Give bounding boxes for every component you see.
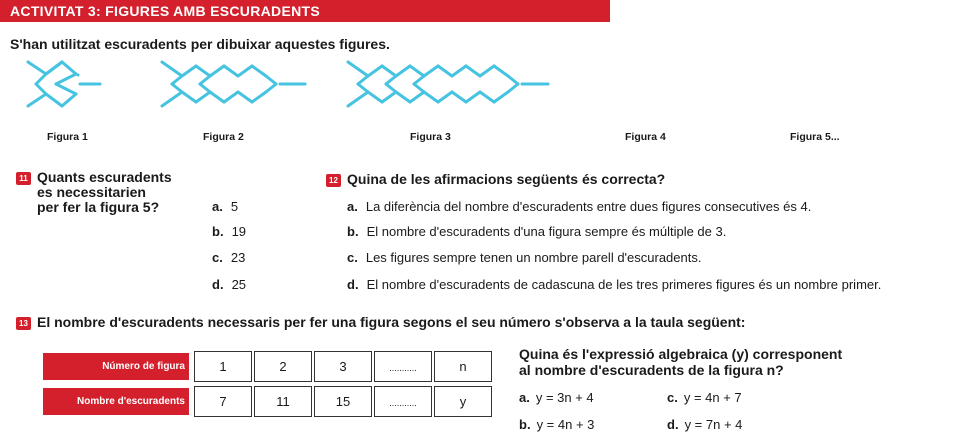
table-cell: y bbox=[434, 386, 492, 417]
option-letter: a. bbox=[347, 199, 358, 214]
question-12-option-b[interactable] bbox=[347, 224, 726, 239]
option-text: El nombre d'escuradents de cadascuna de les tres primeres figures és un nombre primer. bbox=[366, 277, 882, 292]
question-11-title bbox=[16, 170, 172, 215]
activity-banner: ACTIVITAT 3: FIGURES AMB ESCURADENTS bbox=[0, 0, 610, 22]
option-letter: d. bbox=[667, 417, 679, 432]
option-letter: b. bbox=[519, 417, 531, 432]
question-12-option-d[interactable] bbox=[347, 277, 881, 292]
option-letter: d. bbox=[347, 277, 359, 292]
question-11-option-d[interactable] bbox=[212, 277, 246, 292]
question-12-number: 12 bbox=[326, 174, 341, 187]
question-13-option-b[interactable] bbox=[519, 417, 594, 432]
table-row-label-figure-number: Número de figura bbox=[43, 353, 189, 380]
question-13-number: 13 bbox=[16, 317, 31, 330]
option-letter: a. bbox=[212, 199, 223, 214]
question-13-title bbox=[16, 314, 745, 330]
question-12-option-c[interactable] bbox=[347, 250, 701, 265]
table-cell: 15 bbox=[314, 386, 372, 417]
question-11-line1: Quants escuradents bbox=[37, 169, 172, 185]
question-12-text: Quina de les afirmacions següents és correcta? bbox=[347, 171, 666, 187]
table-cell: 3 bbox=[314, 351, 372, 382]
table-row-label-toothpicks: Nombre d'escuradents bbox=[43, 388, 189, 415]
table-cell: 2 bbox=[254, 351, 312, 382]
table-cell: n bbox=[434, 351, 492, 382]
option-text: Les figures sempre tenen un nombre parell d'escuradents. bbox=[365, 250, 702, 265]
option-letter: a. bbox=[519, 390, 530, 405]
question-11-number: 11 bbox=[16, 172, 31, 185]
option-text: 23 bbox=[230, 250, 246, 265]
question-13-option-a[interactable] bbox=[519, 390, 594, 405]
option-text: 25 bbox=[231, 277, 247, 292]
figure-2-label: Figura 2 bbox=[203, 131, 244, 143]
table-cell: 1 bbox=[194, 351, 252, 382]
option-text: y = 4n + 7 bbox=[683, 390, 742, 405]
option-letter: c. bbox=[212, 250, 223, 265]
figure-4-label: Figura 4 bbox=[625, 131, 666, 143]
question-11-line2: es necessitarien bbox=[37, 184, 146, 200]
question-13-text: El nombre d'escuradents necessaris per fer una figura segons el seu número s'observa a la taula següent: bbox=[37, 314, 746, 330]
question-11-option-c[interactable] bbox=[212, 250, 245, 265]
option-text: El nombre d'escuradents d'una figura sempre és múltiple de 3. bbox=[366, 224, 727, 239]
question-12-title bbox=[326, 171, 665, 187]
subquestion-line2: al nombre d'escuradents de la figura n? bbox=[519, 362, 784, 378]
figure-5-label: Figura 5... bbox=[790, 131, 840, 143]
figure-3-label: Figura 3 bbox=[410, 131, 451, 143]
intro-text: S'han utilitzat escuradents per dibuixar aquestes figures. bbox=[10, 36, 390, 52]
question-12-option-a[interactable] bbox=[347, 199, 811, 214]
option-letter: b. bbox=[347, 224, 359, 239]
option-text: y = 7n + 4 bbox=[684, 417, 743, 432]
option-text: La diferència del nombre d'escuradents entre dues figures consecutives és 4. bbox=[365, 199, 812, 214]
question-13-option-c[interactable] bbox=[667, 390, 742, 405]
option-letter: b. bbox=[212, 224, 224, 239]
figure-1-label: Figura 1 bbox=[47, 131, 88, 143]
option-letter: c. bbox=[347, 250, 358, 265]
figure-1-drawing bbox=[28, 62, 100, 106]
figure-2-drawing bbox=[162, 62, 305, 106]
table-cell: ........... bbox=[374, 351, 432, 382]
table-cell: ........... bbox=[374, 386, 432, 417]
question-11-line3: per fer la figura 5? bbox=[37, 199, 160, 215]
option-text: 5 bbox=[230, 199, 239, 214]
question-11-option-b[interactable] bbox=[212, 224, 246, 239]
toothpick-figures bbox=[0, 52, 600, 127]
figure-3-drawing bbox=[348, 62, 548, 106]
table-cell: 7 bbox=[194, 386, 252, 417]
question-13-subquestion bbox=[519, 346, 842, 378]
option-letter: c. bbox=[667, 390, 678, 405]
question-13-option-d[interactable] bbox=[667, 417, 742, 432]
subquestion-line1: Quina és l'expressió algebraica (y) corresponent bbox=[519, 346, 843, 362]
option-text: y = 4n + 3 bbox=[536, 417, 595, 432]
option-text: y = 3n + 4 bbox=[535, 390, 594, 405]
option-text: 19 bbox=[231, 224, 247, 239]
table-cell: 11 bbox=[254, 386, 312, 417]
question-11-option-a[interactable] bbox=[212, 199, 238, 214]
option-letter: d. bbox=[212, 277, 224, 292]
